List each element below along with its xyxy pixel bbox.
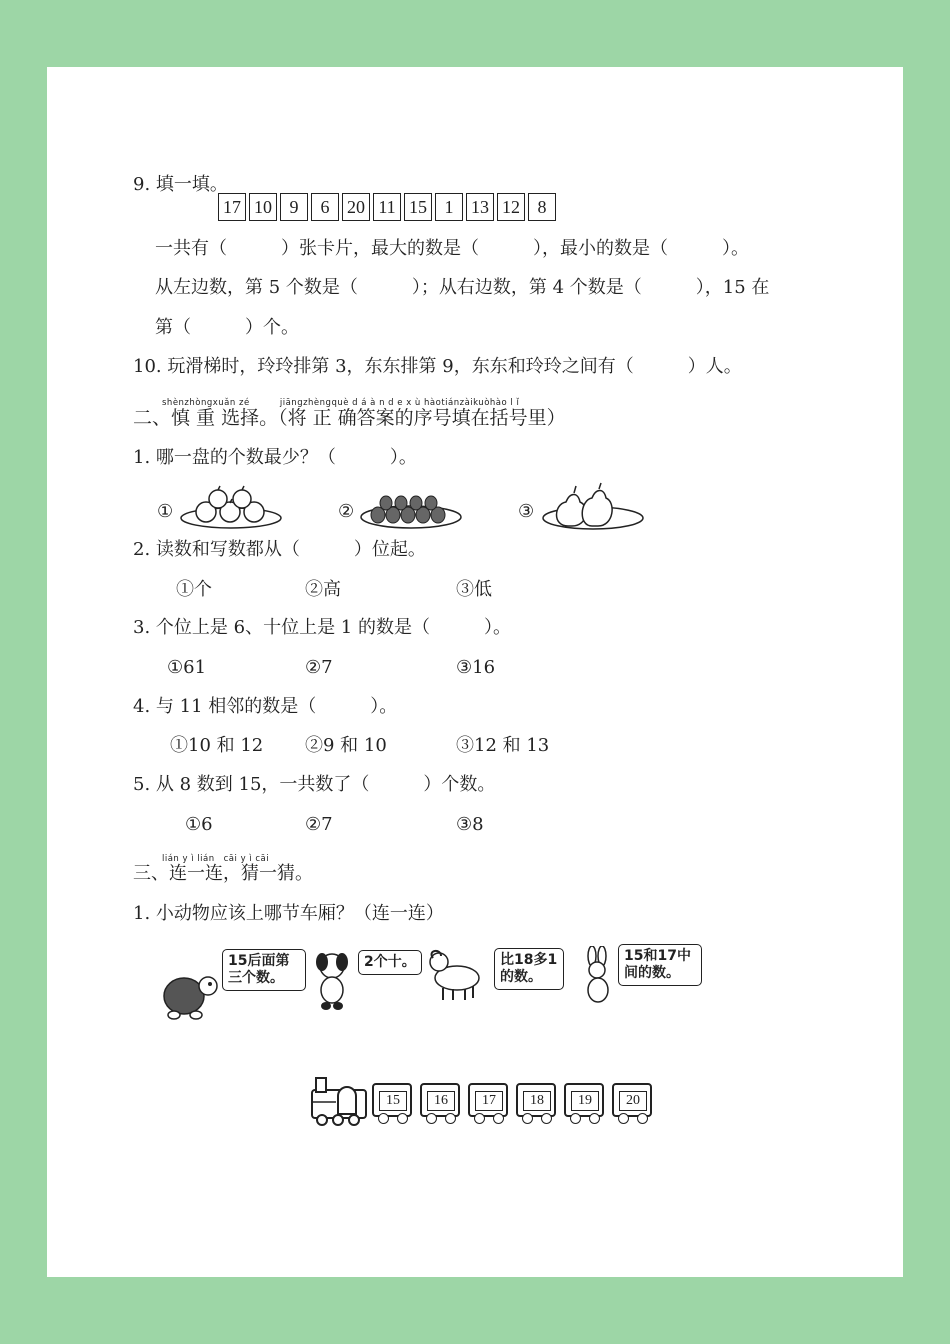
number-card: 12 [497,193,525,221]
option: ②高 [305,579,341,600]
option: ①61 [167,657,207,678]
s2-q3: 3. 个位上是 6、十位上是 1 的数是（ ）。 [133,617,511,638]
option: ②7 [305,814,333,835]
wheel-icon [570,1113,581,1124]
s2-q1: 1. 哪一盘的个数最少？（ ）。 [133,447,417,468]
section2-title: 二、慎 重 选择。（将 正 确答案的序号填在括号里） [133,407,566,429]
plate-option-label: ③ [518,501,535,522]
wheel-icon [541,1113,552,1124]
train-engine-image [308,1074,370,1128]
s3-q1: 1. 小动物应该上哪节车厢？（连一连） [133,903,444,924]
sheep-speech-bubble: 比18多1的数。 [494,948,564,990]
car-number: 20 [619,1091,647,1111]
rabbit-speech-bubble: 15和17中间的数。 [618,944,702,986]
train-car-19[interactable] [564,1083,604,1117]
wheel-icon [522,1113,533,1124]
number-card: 1 [435,193,463,221]
number-card: 17 [218,193,246,221]
number-card: 6 [311,193,339,221]
option: ②9 和 10 [305,735,387,756]
wheel-icon [637,1113,648,1124]
rabbit-image [580,946,616,1004]
wheel-icon [445,1113,456,1124]
option: ③16 [456,657,496,678]
number-card: 20 [342,193,370,221]
puppy-speech-bubble: 2个十。 [358,950,422,975]
wheel-icon [589,1113,600,1124]
plate-of-pears-image [540,482,646,532]
s2-q4: 4. 与 11 相邻的数是（ ）。 [133,696,398,717]
s2-q2: 2. 读数和写数都从（ ）位起。 [133,539,426,560]
puppy-image [312,950,352,1012]
wheel-icon [618,1113,629,1124]
option: ①6 [185,814,213,835]
turtle-speech-bubble: 15后面第三个数。 [222,949,306,991]
option: ③12 和 13 [456,735,550,756]
train-car-20[interactable] [612,1083,652,1117]
train-car-15[interactable] [372,1083,412,1117]
number-cards [218,193,559,221]
number-card: 15 [404,193,432,221]
q9-line-1: 一共有（ ）张卡片，最大的数是（ ），最小的数是（ ）。 [155,238,749,259]
q9-title: 9. 填一填。 [133,174,228,195]
number-card: 10 [249,193,277,221]
option: ③低 [456,579,492,600]
option: ③8 [456,814,484,835]
plate-of-apples-image [178,484,284,532]
plate-of-strawberries-image [358,490,464,530]
s2-q5: 5. 从 8 数到 15，一共数了（ ）个数。 [133,774,496,795]
number-card: 8 [528,193,556,221]
option: ①10 和 12 [170,735,264,756]
option: ②7 [305,657,333,678]
car-number: 17 [475,1091,503,1111]
section3-title: 三、连一连，猜一猜。 [133,863,313,884]
number-card: 9 [280,193,308,221]
train-car-16[interactable] [420,1083,460,1117]
q10-text: 10. 玩滑梯时，玲玲排第 3，东东排第 9，东东和玲玲之间有（ ）人。 [133,356,742,377]
number-card: 11 [373,193,401,221]
plate-option-label: ① [157,501,174,522]
wheel-icon [378,1113,389,1124]
train-car-18[interactable] [516,1083,556,1117]
sheep-image [425,948,489,1002]
q9-line-3: 第（ ）个。 [155,317,299,338]
plate-option-label: ② [338,501,355,522]
car-number: 18 [523,1091,551,1111]
turtle-image [160,968,220,1024]
number-card: 13 [466,193,494,221]
wheel-icon [397,1113,408,1124]
train-car-17[interactable] [468,1083,508,1117]
car-number: 16 [427,1091,455,1111]
car-number: 19 [571,1091,599,1111]
section2-pinyin: shènzhòngxuǎn zé jiāngzhèngquè d á à n d e x ù hàotiánzàikuòhào l ǐ [162,398,520,408]
q9-line-2: 从左边数，第 5 个数是（ ）；从右边数，第 4 个数是（ ），15 在 [155,277,770,298]
option: ①个 [176,579,212,600]
wheel-icon [426,1113,437,1124]
car-number: 15 [379,1091,407,1111]
wheel-icon [474,1113,485,1124]
section3-pinyin: lián y ì lián cāi y ì cāi [162,854,270,864]
wheel-icon [493,1113,504,1124]
